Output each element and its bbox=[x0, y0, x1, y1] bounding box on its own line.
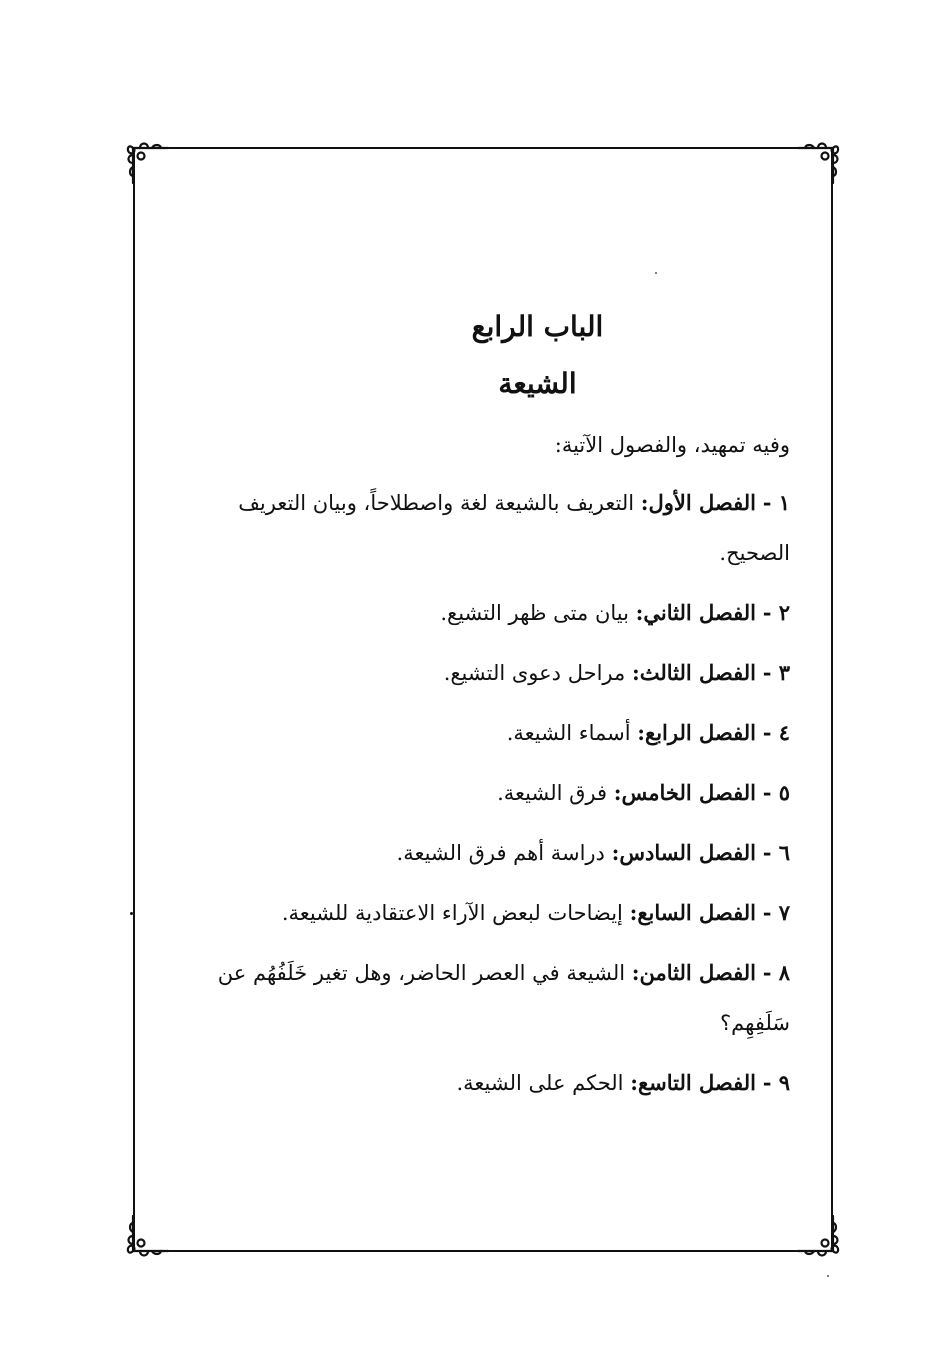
chapter-text: الشيعة في العصر الحاضر، وهل تغير خَلَفُهُم عن سَلَفِهِم؟ bbox=[217, 961, 790, 1035]
chapter-label: الفصل السادس: bbox=[611, 840, 756, 865]
list-item bbox=[170, 648, 790, 698]
list-item bbox=[170, 588, 790, 638]
chapter-text: التعريف بالشيعة لغة واصطلاحاً، وبيان التعريف الصحيح. bbox=[238, 491, 790, 565]
chapter-number: ٨ - bbox=[762, 960, 790, 985]
chapter-label: الفصل الخامس: bbox=[613, 780, 756, 805]
part-title: الباب الرابع bbox=[471, 310, 604, 343]
chapter-number: ٥ - bbox=[762, 780, 790, 805]
chapter-list bbox=[170, 478, 790, 1108]
chapter-number: ٩ - bbox=[762, 1070, 790, 1095]
chapter-number: ٤ - bbox=[762, 720, 790, 745]
page-content bbox=[170, 300, 790, 1118]
corner-flourish-icon bbox=[796, 1214, 842, 1260]
chapter-number: ١ - bbox=[762, 490, 790, 515]
intro-text: وفيه تمهيد، والفصول الآتية: bbox=[554, 433, 790, 457]
chapter-label: الفصل الثالث: bbox=[631, 660, 756, 685]
corner-flourish-icon bbox=[124, 1214, 170, 1260]
chapter-text: فرق الشيعة. bbox=[497, 781, 608, 805]
chapter-number: ٦ - bbox=[762, 840, 790, 865]
list-item bbox=[170, 768, 790, 818]
chapter-text: دراسة أهم فرق الشيعة. bbox=[396, 841, 605, 865]
corner-flourish-icon bbox=[796, 139, 842, 185]
chapter-label: الفصل الثاني: bbox=[635, 600, 756, 625]
chapter-label: الفصل الثامن: bbox=[631, 960, 756, 985]
corner-flourish-icon bbox=[124, 139, 170, 185]
chapter-text: بيان متى ظهر التشيع. bbox=[440, 601, 629, 625]
chapter-number: ٣ - bbox=[762, 660, 790, 685]
list-item bbox=[170, 888, 790, 938]
chapter-number: ٢ - bbox=[762, 600, 790, 625]
scan-speck bbox=[655, 272, 657, 274]
chapter-label: الفصل الأول: bbox=[640, 490, 756, 515]
list-item bbox=[170, 948, 790, 1048]
chapter-label: الفصل السابع: bbox=[629, 900, 756, 925]
chapter-text: مراحل دعوى التشيع. bbox=[443, 661, 626, 685]
chapter-text: الحكم على الشيعة. bbox=[456, 1071, 624, 1095]
chapter-label: الفصل الرابع: bbox=[637, 720, 756, 745]
list-item bbox=[170, 478, 790, 578]
scan-mark bbox=[130, 912, 133, 915]
list-item bbox=[170, 708, 790, 758]
list-item bbox=[170, 1058, 790, 1108]
chapter-label: الفصل التاسع: bbox=[630, 1070, 756, 1095]
chapter-text: إيضاحات لبعض الآراء الاعتقادية للشيعة. bbox=[281, 901, 623, 925]
chapter-text: أسماء الشيعة. bbox=[506, 721, 631, 745]
list-item bbox=[170, 828, 790, 878]
scan-speck bbox=[827, 1275, 829, 1277]
section-title: الشيعة bbox=[498, 367, 577, 400]
chapter-number: ٧ - bbox=[762, 900, 790, 925]
